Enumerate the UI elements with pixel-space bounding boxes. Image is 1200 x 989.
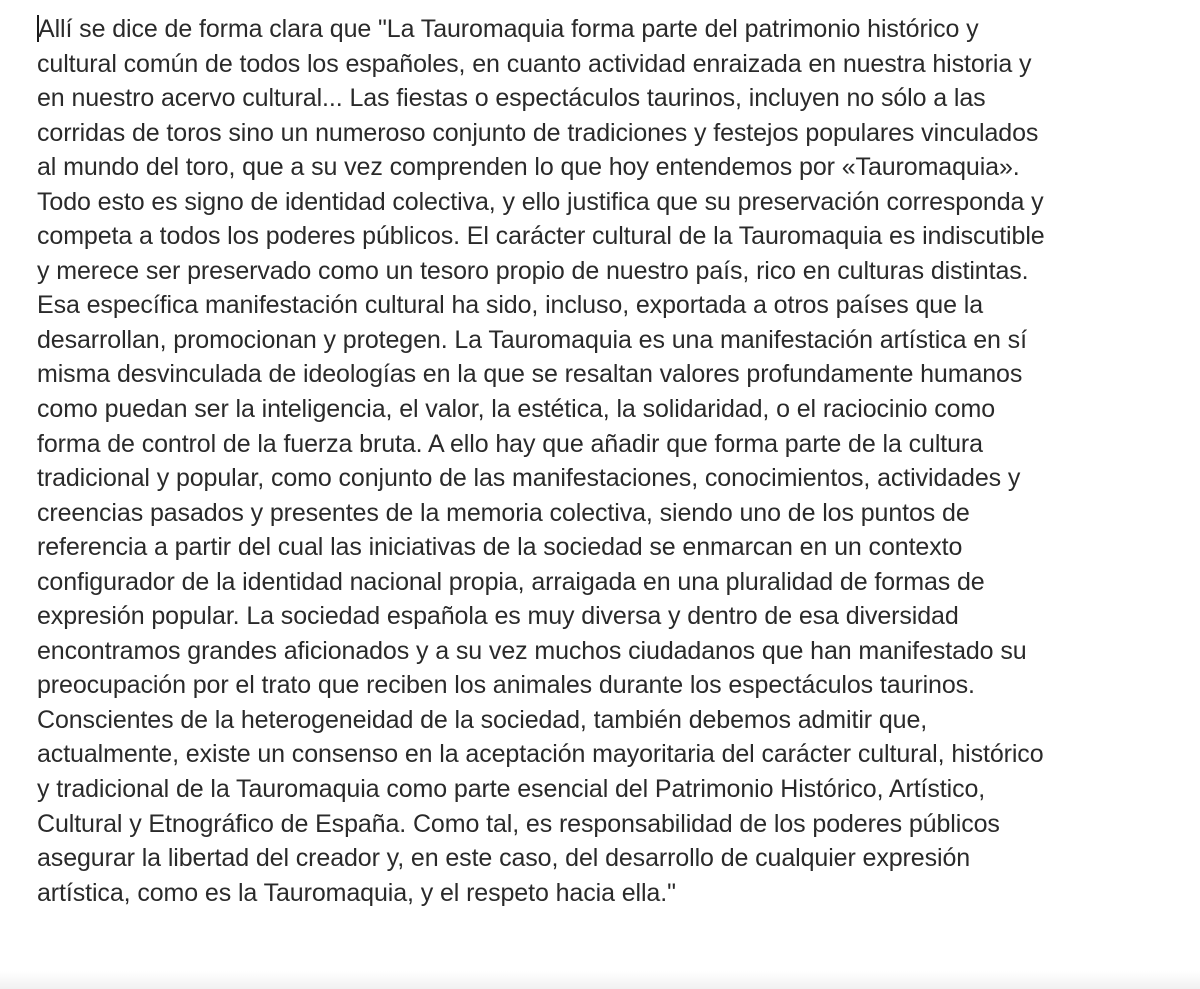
- document-text-area[interactable]: [37, 12, 1187, 910]
- text-line: artística, como es la Tauromaquia, y el respeto hacia ella.": [37, 878, 676, 907]
- text-line: Conscientes de la heterogeneidad de la sociedad, también debemos admitir que,: [37, 705, 928, 734]
- text-line: expresión popular. La sociedad española es muy diversa y dentro de esa diversidad: [37, 602, 959, 631]
- text-line: y merece ser preservado como un tesoro propio de nuestro país, rico en culturas distintas.: [37, 256, 1029, 285]
- text-line: al mundo del toro, que a su vez comprenden lo que hoy entendemos por «Tauromaquia».: [37, 153, 1020, 182]
- text-line: preocupación por el trato que reciben los animales durante los espectáculos taurinos.: [37, 671, 975, 700]
- text-line: desarrollan, promocionan y protegen. La Tauromaquia es una manifestación artística en sí: [37, 325, 1027, 354]
- text-line: competa a todos los poderes públicos. El carácter cultural de la Tauromaquia es indiscutible: [37, 222, 1045, 251]
- text-line: Esa específica manifestación cultural ha sido, incluso, exportada a otros países que la: [37, 291, 984, 320]
- text-line: Todo esto es signo de identidad colectiva, y ello justifica que su preservación corresponda y: [37, 187, 1044, 216]
- text-line: y tradicional de la Tauromaquia como parte esencial del Patrimonio Histórico, Artístico,: [37, 775, 986, 804]
- text-line: tradicional y popular, como conjunto de las manifestaciones, conocimientos, actividades y: [37, 464, 1021, 493]
- text-line: referencia a partir del cual las iniciativas de la sociedad se enmarcan en un contexto: [37, 533, 963, 562]
- text-line: encontramos grandes aficionados y a su vez muchos ciudadanos que han manifestado su: [37, 636, 1027, 665]
- text-line: asegurar la libertad del creador y, en este caso, del desarrollo de cualquier expresión: [37, 844, 971, 873]
- text-line: creencias pasados y presentes de la memoria colectiva, siendo uno de los puntos de: [37, 498, 970, 527]
- text-line: actualmente, existe un consenso en la aceptación mayoritaria del carácter cultural, histórico: [37, 740, 1044, 769]
- text-line: misma desvinculada de ideologías en la que se resaltan valores profundamente humanos: [37, 360, 1023, 389]
- text-line: forma de control de la fuerza bruta. A ello hay que añadir que forma parte de la cultura: [37, 429, 983, 458]
- text-line: corridas de toros sino un numeroso conjunto de tradiciones y festejos populares vinculados: [37, 118, 1039, 147]
- text-line: Cultural y Etnográfico de España. Como tal, es responsabilidad de los poderes públicos: [37, 809, 1000, 838]
- text-line: [37, 12, 1187, 47]
- text-line-content: Allí se dice de forma clara que "La Tauromaquia forma parte del patrimonio histórico y: [38, 15, 979, 43]
- bottom-fade: [0, 971, 1200, 989]
- text-line: en nuestro acervo cultural... Las fiestas o espectáculos taurinos, incluyen no sólo a las: [37, 84, 986, 113]
- text-line: configurador de la identidad nacional propia, arraigada en una pluralidad de formas de: [37, 567, 985, 596]
- text-line: cultural común de todos los españoles, en cuanto actividad enraizada en nuestra historia y: [37, 49, 1032, 78]
- text-line: como puedan ser la inteligencia, el valor, la estética, la solidaridad, o el raciocinio como: [37, 395, 996, 424]
